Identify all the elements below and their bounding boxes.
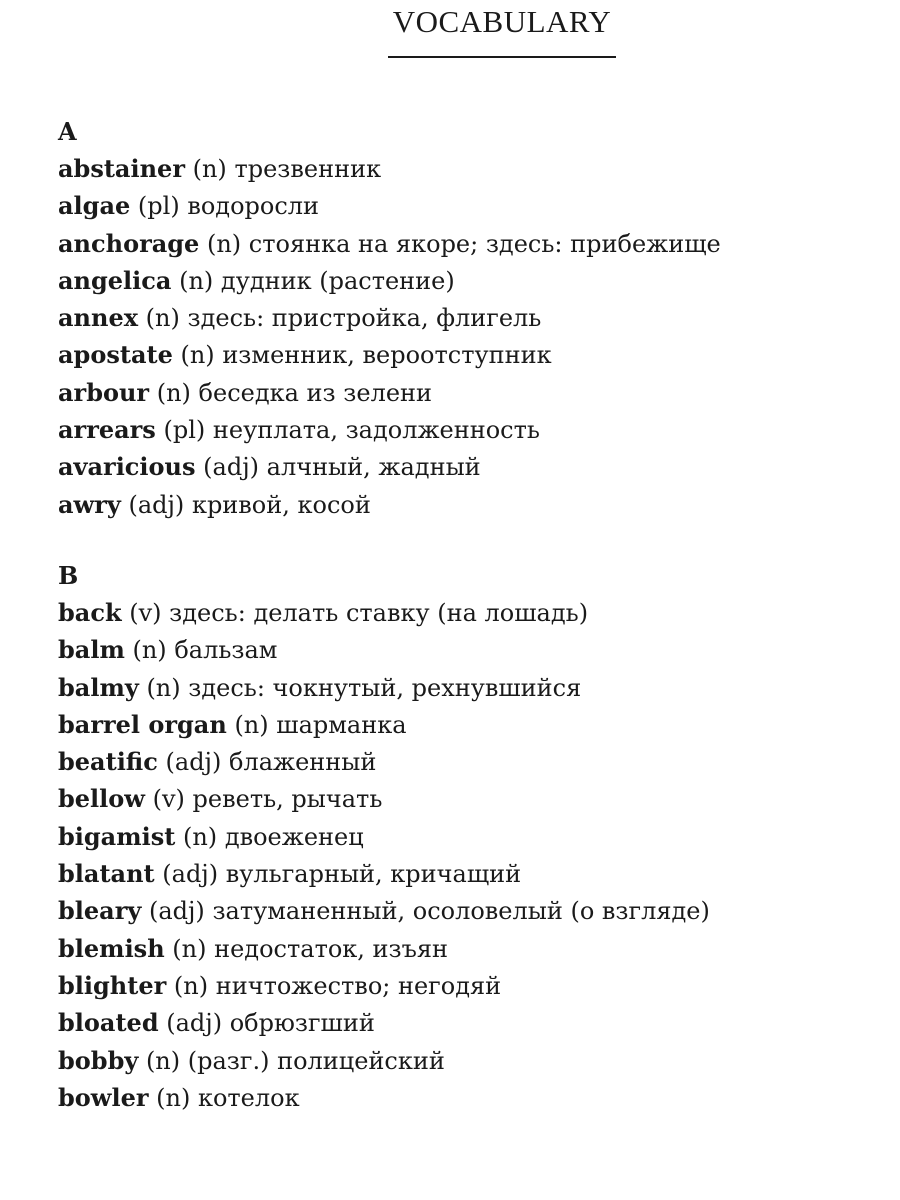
entry-term: barrel organ — [58, 709, 227, 739]
vocabulary-entry — [58, 631, 880, 668]
entry-part-of-speech: (pl) — [137, 192, 180, 221]
entry-translation: здесь: делать ставку (на лошадь) — [169, 599, 589, 627]
vocabulary-entry — [58, 262, 880, 299]
entry-part-of-speech: (n) — [182, 822, 218, 851]
entry-part-of-speech: (n) — [156, 1083, 191, 1112]
entry-part-of-speech: (adj) — [148, 897, 205, 926]
entry-part-of-speech: (n) — [179, 266, 214, 295]
entry-term: arrears — [58, 415, 156, 445]
entry-term: arbour — [58, 377, 150, 407]
entry-translation: здесь: пристройка, флигель — [187, 304, 542, 333]
entry-part-of-speech: (adj) — [128, 490, 185, 519]
entry-part-of-speech: (pl) — [163, 416, 206, 445]
section-a — [58, 113, 880, 523]
entry-part-of-speech: (adj) — [165, 748, 222, 777]
entry-term: balmy — [58, 672, 139, 702]
entry-translation: двоеженец — [224, 822, 364, 851]
entry-part-of-speech: (v) — [152, 785, 185, 814]
vocabulary-entry — [58, 669, 880, 706]
vocabulary-entry — [58, 448, 880, 485]
entry-term: angelica — [58, 265, 172, 295]
entry-translation: ничтожество; негодяй — [215, 971, 502, 1000]
entry-part-of-speech: (n) — [206, 229, 242, 258]
entry-term: blatant — [58, 859, 155, 889]
page-title: VOCABULARY — [392, 4, 612, 39]
entry-part-of-speech: (n) — [146, 673, 181, 702]
entry-term: apostate — [58, 340, 173, 370]
entry-term: blighter — [58, 970, 167, 1000]
entry-translation: стоянка на якоре; здесь: прибежище — [248, 229, 721, 258]
vocabulary-entry — [58, 1004, 880, 1041]
entry-term: bobby — [58, 1045, 139, 1075]
entry-term: bloated — [58, 1008, 159, 1038]
entry-translation: неуплата, задолженность — [212, 416, 540, 445]
vocabulary-entry — [58, 892, 880, 929]
entry-translation: кривой, косой — [191, 490, 371, 519]
vocabulary-entry — [58, 930, 880, 967]
entry-translation: обрюзгший — [229, 1009, 375, 1038]
vocabulary-entry — [58, 1042, 880, 1079]
entry-part-of-speech: (adj) — [162, 860, 219, 889]
vocabulary-entry — [58, 374, 880, 411]
entry-part-of-speech: (n) — [145, 304, 180, 333]
entry-part-of-speech: (n) — [172, 934, 207, 963]
entry-part-of-speech: (v) — [129, 599, 162, 627]
entry-part-of-speech: (adj) — [166, 1009, 223, 1038]
entry-translation: бальзам — [174, 636, 278, 665]
entry-translation: блаженный — [229, 748, 377, 777]
entry-translation: реветь, рычать — [192, 785, 383, 814]
entry-part-of-speech: (n) — [234, 710, 269, 739]
entry-term: awry — [58, 489, 121, 519]
entry-part-of-speech: (n) — [156, 378, 191, 407]
entry-translation: изменник, вероотступник — [222, 341, 552, 370]
entry-translation: вульгарный, кричащий — [225, 860, 522, 889]
entry-list — [58, 594, 880, 1116]
entry-term: bowler — [58, 1082, 149, 1112]
vocabulary-entry — [58, 299, 880, 336]
vocabulary-entry — [58, 1079, 880, 1116]
vocabulary-entry — [58, 818, 880, 855]
entry-term: back — [58, 598, 122, 627]
entry-list — [58, 150, 880, 523]
entry-term: bellow — [58, 784, 145, 814]
entry-part-of-speech: (adj) — [203, 453, 259, 482]
entry-term: algae — [58, 191, 131, 221]
entry-term: annex — [58, 303, 139, 333]
vocabulary-entry — [58, 706, 880, 743]
vocabulary-entry — [58, 150, 880, 187]
vocabulary-entry — [58, 594, 880, 631]
entry-translation: здесь: чокнутый, рехнувшийся — [188, 673, 582, 702]
entry-term: bleary — [58, 896, 142, 926]
entry-part-of-speech: (n) — [145, 1046, 181, 1075]
entry-part-of-speech: (n) — [132, 636, 167, 665]
vocabulary-entry — [58, 855, 880, 892]
entry-translation: беседка из зелени — [198, 378, 433, 407]
entry-part-of-speech: (n) — [192, 155, 227, 183]
entry-term: beatific — [58, 747, 158, 777]
entry-term: anchorage — [58, 228, 200, 258]
entry-translation: дудник (растение) — [220, 266, 455, 295]
entry-part-of-speech: (n) — [180, 341, 215, 370]
entry-translation: недостаток, изъян — [214, 934, 449, 963]
vocabulary-entry — [58, 225, 880, 262]
entry-term: avaricious — [58, 452, 196, 482]
entry-translation: шарманка — [276, 710, 407, 739]
entry-term: balm — [58, 635, 125, 665]
vocabulary-entry — [58, 486, 880, 523]
vocabulary-entry — [58, 411, 880, 448]
entry-translation: водоросли — [187, 192, 320, 221]
entry-term: abstainer — [58, 154, 185, 183]
section-letter: A — [58, 117, 77, 146]
vocabulary-entry — [58, 780, 880, 817]
entry-translation: (разг.) полицейский — [187, 1046, 445, 1075]
entry-part-of-speech: (n) — [173, 971, 209, 1000]
vocabulary-entry — [58, 336, 880, 373]
entry-translation: затуманенный, осоловелый (о взгляде) — [212, 897, 710, 926]
entry-translation: трезвенник — [234, 155, 382, 183]
entry-translation: алчный, жадный — [266, 453, 481, 482]
section-b — [58, 557, 880, 1116]
entry-translation: котелок — [197, 1083, 300, 1112]
entry-term: blemish — [58, 933, 165, 963]
vocabulary-entry — [58, 967, 880, 1004]
title-underline — [388, 56, 616, 58]
vocabulary-entry — [58, 743, 880, 780]
vocabulary-entry — [58, 187, 880, 224]
section-letter: B — [58, 561, 79, 590]
entry-term: bigamist — [58, 821, 176, 851]
